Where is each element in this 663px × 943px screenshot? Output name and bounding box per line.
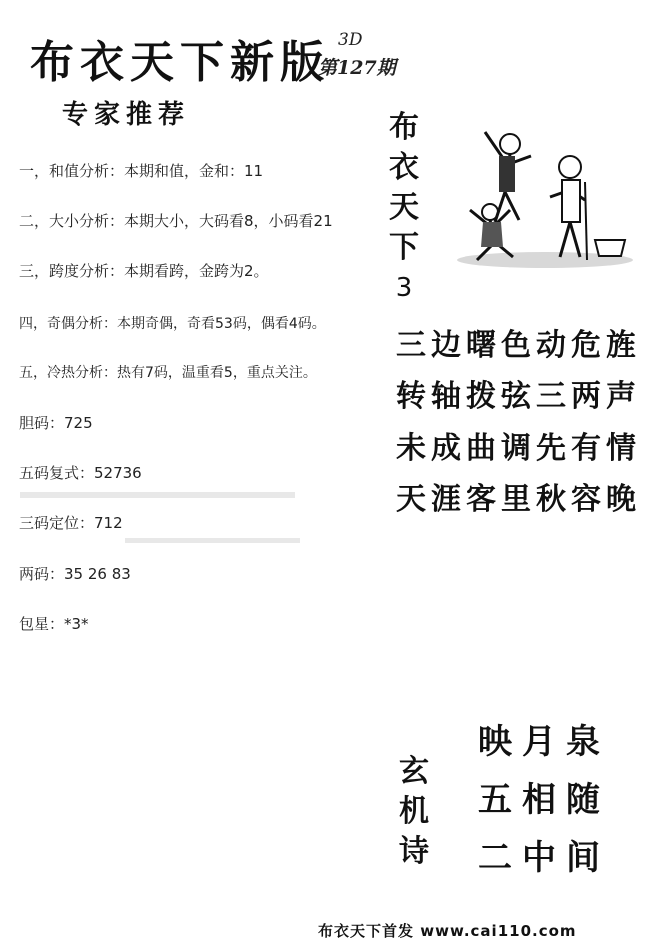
side-title-char: 天	[389, 190, 419, 225]
analysis-line: 一，和值分析：本期和值，金和：11	[19, 162, 264, 180]
pick-line: 五码复式：52736	[19, 464, 142, 482]
side-title	[386, 108, 422, 308]
game-label: 3D	[338, 30, 363, 50]
xuanji-label	[392, 752, 436, 872]
xuanji-poem-line: 五相随	[478, 780, 610, 820]
poem-line: 天涯客里秋容晚	[396, 482, 641, 517]
side-title-char: 下	[389, 230, 419, 265]
xuanji-label-char: 机	[399, 794, 429, 829]
xuanji-label-char: 玄	[399, 754, 429, 789]
poem-line: 转轴拨弦三两声	[396, 379, 641, 414]
page-title: 布衣天下新版	[30, 37, 330, 88]
analysis-line: 二，大小分析：本期大小，大码看8，小码看21	[19, 212, 333, 230]
pick-line: 胆码：725	[19, 414, 93, 432]
xuanji-label-char: 诗	[399, 834, 429, 869]
poem-line: 未成曲调先有情	[396, 431, 641, 466]
side-title-char: 布	[389, 110, 419, 145]
side-title-number: 3	[395, 273, 413, 303]
pick-line: 两码：35 26 83	[19, 565, 131, 583]
footer-site: 布衣天下首发 www.cai110.com	[318, 922, 577, 940]
xuanji-poem-line: 二中间	[478, 838, 610, 878]
analysis-line: 四，奇偶分析：本期奇偶，奇看53码，偶看4码。	[19, 316, 326, 332]
cartoon-illustration	[455, 112, 635, 272]
xuanji-poem-line: 映月泉	[478, 722, 610, 762]
scan-smudge	[20, 492, 295, 498]
analysis-line: 三，跨度分析：本期看跨，金跨为2。	[19, 262, 269, 280]
scan-smudge	[125, 538, 300, 543]
section-subtitle: 专家推荐	[62, 100, 191, 130]
side-title-char: 衣	[389, 150, 419, 185]
pick-line: 三码定位：712	[19, 514, 123, 532]
analysis-line: 五，冷热分析：热有7码，温重看5，重点关注。	[19, 365, 317, 381]
poem-line: 三边曙色动危旌	[396, 328, 641, 363]
pick-line: 包星：*3*	[19, 615, 89, 633]
issue-number: 第127期	[318, 57, 396, 79]
